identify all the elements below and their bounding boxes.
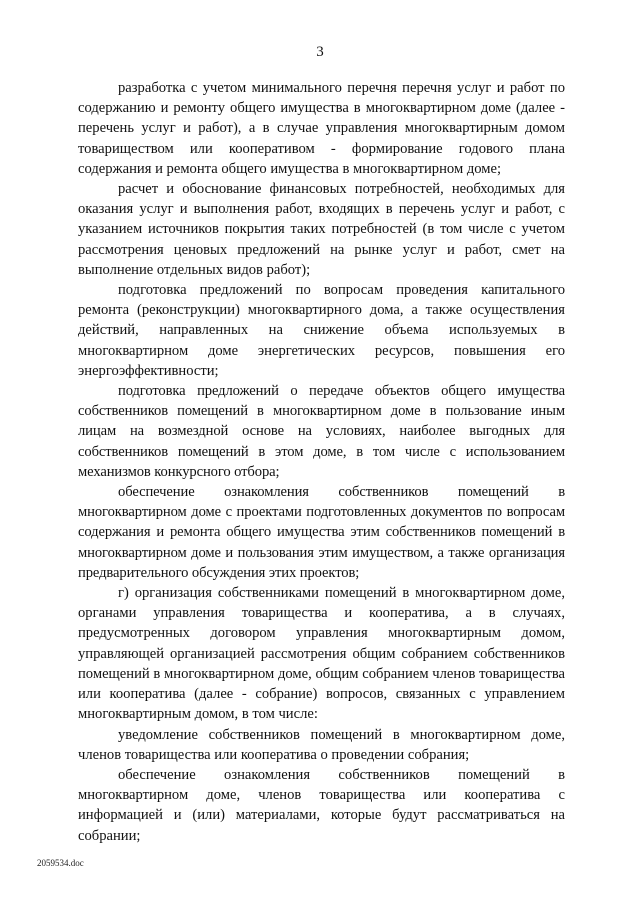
document-body	[78, 78, 565, 846]
paragraph-5: обеспечение ознакомления собственников помещений в многоквартирном доме с проектами подготовленных документов по вопросам содержания и ремонта общего имущества этим собственников помещений в многоквартирном доме и пользования этим имуществом, а также организация предварительного обсуждения этих проектов;	[78, 484, 565, 581]
file-name-footer: 2059534.doc	[37, 858, 84, 868]
paragraph-6: г) организация собственниками помещений в многоквартирном доме, органами управления товарищества и кооператива, а в случаях, предусмотренных договором управления многоквартирным домом, управляющей организацией рассмотрения общим собранием собственников помещений в многоквартирном доме, общим собранием членов товарищества или кооператива (далее - собрание) вопросов, связанных с управлением многоквартирным домом, в том числе:	[78, 585, 565, 723]
paragraph-1: разработка с учетом минимального перечня перечня услуг и работ по содержанию и ремонту общего имущества в многоквартирном доме (далее - перечень услуг и работ), а в случае управления многоквартирным домом товариществом или кооперативом - формирование годового плана содержания и ремонта общего имущества в многоквартирном доме;	[78, 80, 565, 177]
paragraph-7: уведомление собственников помещений в многоквартирном доме, членов товарищества или кооператива о проведении собрания;	[78, 726, 565, 763]
page-number: 3	[316, 44, 324, 60]
paragraph-8: обеспечение ознакомления собственников помещений в многоквартирном доме, членов товарищества или кооператива с информацией и (или) материалами, которые будут рассматриваться на собрании;	[78, 766, 565, 844]
paragraph-2: расчет и обоснование финансовых потребностей, необходимых для оказания услуг и выполнения работ, входящих в перечень услуг и работ, с указанием источников покрытия таких потребностей (в том числе с учетом рассмотрения ценовых предложений на рынке услуг и работ, смет на выполнение отдельных видов работ);	[78, 181, 565, 278]
paragraph-4: подготовка предложений о передаче объектов общего имущества собственников помещений в многоквартирном доме в пользование иным лицам на возмездной основе на условиях, наиболее выгодных для собственников помещений в этом доме, в том числе с использованием механизмов конкурсного отбора;	[78, 383, 565, 480]
paragraph-3: подготовка предложений по вопросам проведения капитального ремонта (реконструкции) многоквартирного дома, а также осуществления действий, направленных на снижение объема используемых в многоквартирном доме энергетических ресурсов, повышения его энергоэффективности;	[78, 282, 565, 379]
